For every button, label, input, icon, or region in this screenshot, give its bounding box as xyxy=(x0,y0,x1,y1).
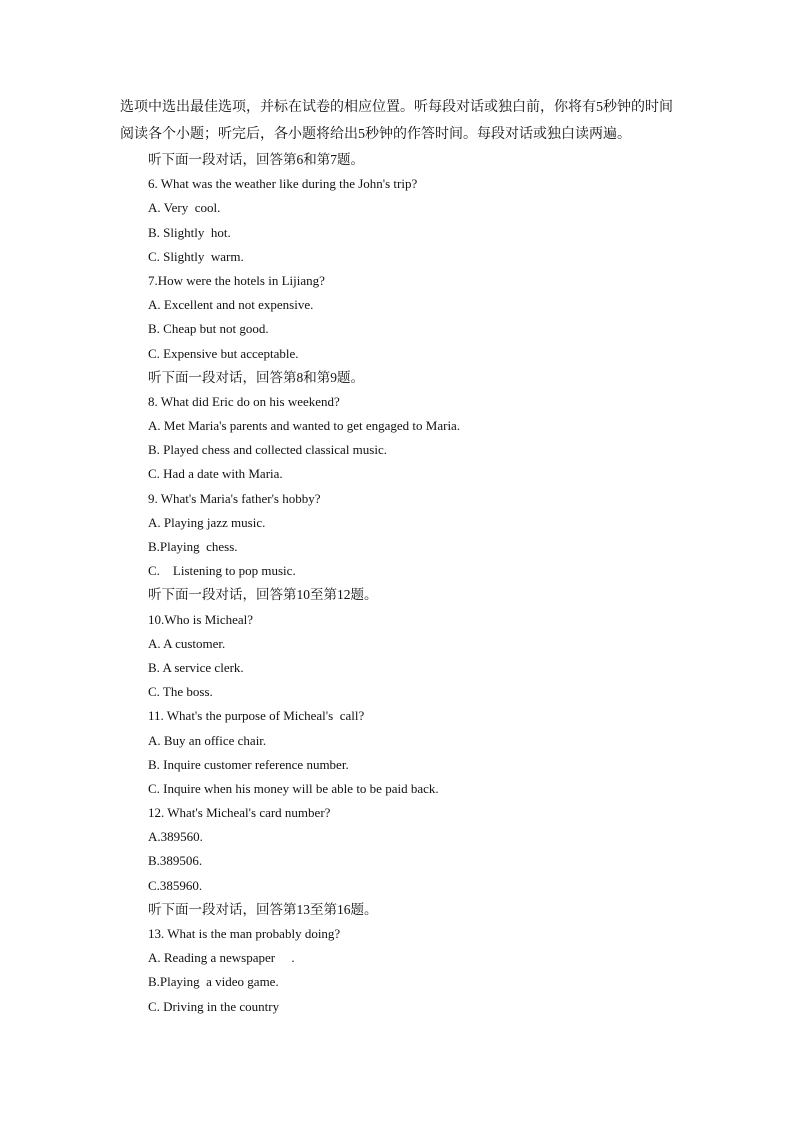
answer-option: C. Listening to pop music. xyxy=(148,563,296,579)
answer-option: A.389560. xyxy=(148,829,203,845)
answer-option: C.385960. xyxy=(148,877,203,893)
answer-option: C. The boss. xyxy=(148,684,213,700)
question-text: 11. What's the purpose of Micheal's call? xyxy=(148,708,365,724)
question-text: 6. What was the weather like during the John's trip? xyxy=(148,176,418,192)
question-text: 13. What is the man probably doing? xyxy=(148,926,341,941)
answer-option: A. A customer. xyxy=(148,635,226,651)
question-text: 8. What did Eric do on his weekend? xyxy=(148,393,340,409)
question-list xyxy=(148,148,688,1019)
answer-option: C. Slightly warm. xyxy=(148,248,244,264)
question-text: 10.Who is Micheal? xyxy=(148,611,254,627)
answer-option: C. Expensive but acceptable. xyxy=(148,345,299,361)
question-text: 12. What's Micheal's card number? xyxy=(148,805,331,821)
section-heading: 听下面一段对话，回答第10至第12题。 xyxy=(148,587,378,603)
answer-option: B. Slightly hot. xyxy=(148,224,231,240)
answer-option: A. Very cool. xyxy=(148,200,221,216)
instructions-paragraph xyxy=(120,94,680,148)
answer-option: B. A service clerk. xyxy=(148,659,244,675)
answer-option: B.Playing chess. xyxy=(148,539,238,554)
answer-option: C. Had a date with Maria. xyxy=(148,466,283,482)
question-text: 7.How were the hotels in Lijiang? xyxy=(148,272,325,288)
answer-option: B.Playing a video game. xyxy=(148,974,279,990)
question-text: 9. What's Maria's father's hobby? xyxy=(148,490,321,506)
answer-option: A. Playing jazz music. xyxy=(148,514,266,530)
answer-option: A. Buy an office chair. xyxy=(148,732,267,748)
answer-option: B. Inquire customer reference number. xyxy=(148,756,349,772)
instructions-line-1: 选项中选出最佳选项，并标在试卷的相应位置。听每段对话或独白前，你将有5秒钟的时间 xyxy=(120,100,673,115)
answer-option: B. Cheap but not good. xyxy=(148,321,269,337)
section-heading: 听下面一段对话，回答第6和第7题。 xyxy=(148,152,364,167)
answer-option: B.389506. xyxy=(148,853,203,869)
answer-option: C. Driving in the country xyxy=(148,998,280,1014)
instructions-line-2: 阅读各个小题；听完后，各小题将给出5秒钟的作答时间。每段对话或独白读两遍。 xyxy=(120,127,631,142)
answer-option: A. Excellent and not expensive. xyxy=(148,297,314,313)
answer-option: A. Met Maria's parents and wanted to get engaged to Maria. xyxy=(148,418,461,434)
answer-option: C. Inquire when his money will be able to be paid back. xyxy=(148,780,439,796)
answer-option: A. Reading a newspaper . xyxy=(148,950,295,966)
section-heading: 听下面一段对话，回答第13至第16题。 xyxy=(148,901,378,917)
section-heading: 听下面一段对话，回答第8和第9题。 xyxy=(148,369,364,385)
answer-option: B. Played chess and collected classical music. xyxy=(148,442,387,458)
